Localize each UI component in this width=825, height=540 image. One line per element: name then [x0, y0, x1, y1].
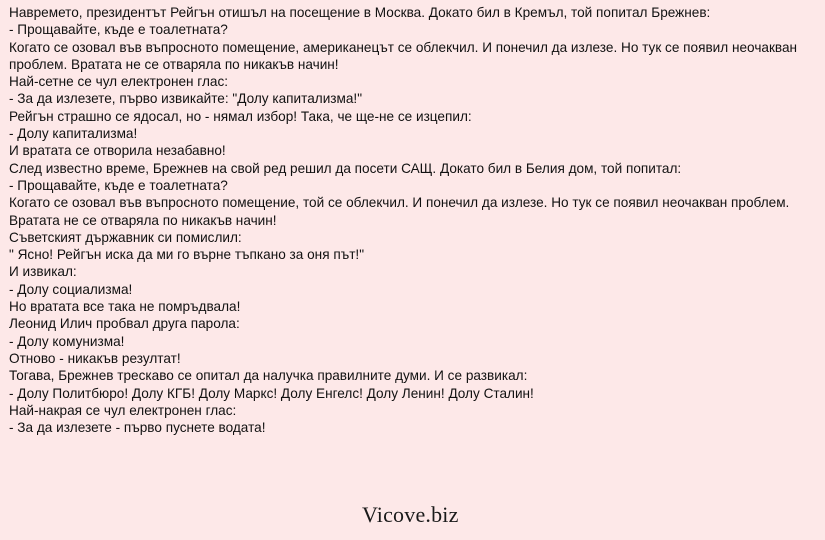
- story-line: И вратата се отворила незабавно!: [9, 143, 226, 159]
- story-line: Леонид Илич пробвал друга парола:: [9, 316, 240, 332]
- story-line: - Прощавайте, къде е тоалетната?: [9, 177, 228, 193]
- story-line: Когато се озовал във въпросното помещение, той се облекчил. И понечил да излезе. Но тук се появил неочакван проблем. Вратата не се отваряла по никакъв начин!: [9, 195, 790, 228]
- story-line: - Долу социализма!: [9, 281, 133, 297]
- story-line: - За да излезете, първо извикайте: "Долу капитализма!": [9, 91, 363, 107]
- story-line: Навремето, президентът Рейгън отишъл на посещение в Москва. Докато бил в Кремъл, той попитал Брежнев:: [9, 5, 711, 20]
- story-line: - Долу капитализма!: [9, 126, 138, 142]
- story-line: - За да излезете - първо пуснете водата!: [9, 420, 266, 436]
- story-line: Най-накрая се чул електронен глас:: [9, 402, 237, 418]
- story-line: Най-сетне се чул електронен глас:: [9, 74, 229, 90]
- story-line: - Долу комунизма!: [9, 333, 125, 349]
- story-line: Тогава, Брежнев трескаво се опитал да налучка правилните думи. И се развикал:: [9, 368, 528, 384]
- story-line: - Прощавайте, къде е тоалетната?: [9, 22, 228, 38]
- story-line: Но вратата все така не помръдвала!: [9, 299, 241, 315]
- story-line: Когато се озовал във въпросното помещение, американецът се облекчил. И понечил да излезе. Но тук се появил неочакван проблем. Вратата не се отваряла по никакъв начин!: [9, 39, 798, 72]
- story-line: Съветският държавник си помислил:: [9, 229, 242, 245]
- story-line: Отново - никакъв резултат!: [9, 350, 181, 366]
- story-line: Рейгън страшно се ядосал, но - нямал избор! Така, че ще-не се изцепил:: [9, 108, 472, 124]
- story-line: И извикал:: [9, 264, 77, 280]
- story-line: " Ясно! Рейгън иска да ми го върне тъпкано за оня път!": [9, 247, 365, 263]
- story-line: - Долу Политбюро! Долу КГБ! Долу Маркс! Долу Енгелс! Долу Ленин! Долу Сталин!: [9, 385, 534, 401]
- site-watermark: Vicove.biz: [362, 502, 459, 527]
- story-line: След известно време, Брежнев на свой ред решил да посети САЩ. Докато бил в Белия дом, той попитал:: [9, 160, 682, 176]
- joke-text: [9, 4, 819, 436]
